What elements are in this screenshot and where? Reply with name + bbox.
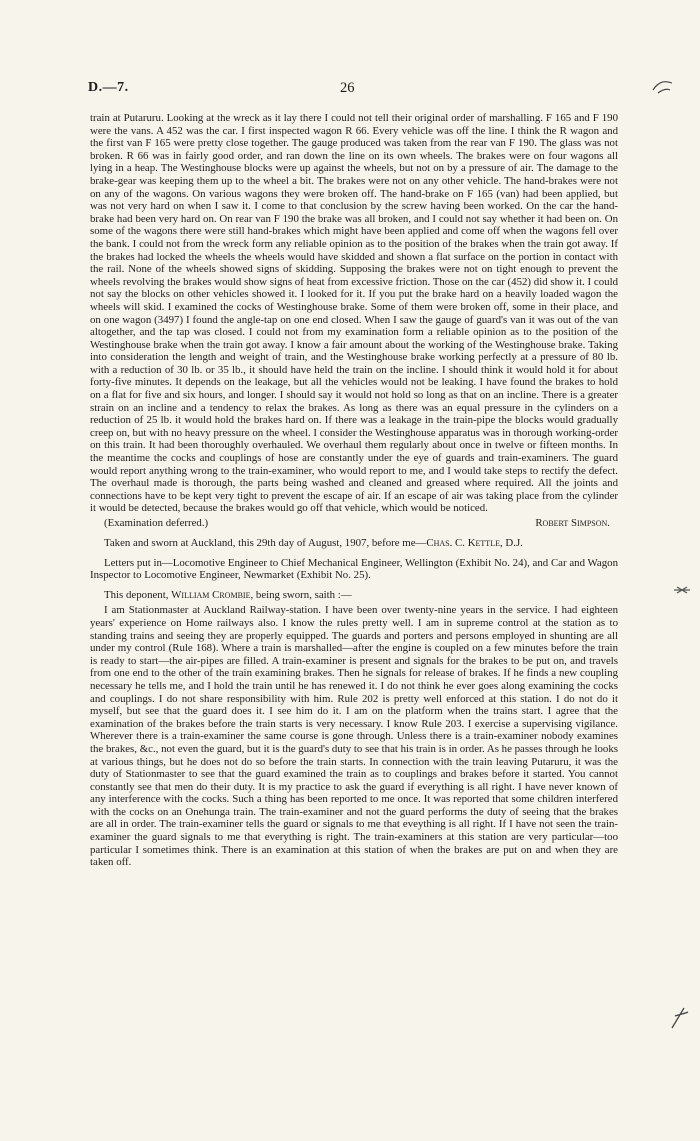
margin-pencil-mark <box>650 78 676 96</box>
page-number: 26 <box>340 80 355 96</box>
sworn-text: Taken and sworn at Auckland, this 29th day of August, 1907, before me— <box>104 537 427 549</box>
sworn-statement <box>90 537 618 550</box>
margin-ink-mark <box>672 584 692 596</box>
letters-put-in: Letters put in—Locomotive Engineer to Chief Mechanical Engineer, Wellington (Exhibit No. 24), and Car and Wagon Inspector to Locomotive Engineer, Newmarket (Exhibit No. 25). <box>90 556 618 582</box>
deponent-text: This deponent, <box>104 588 172 601</box>
deponent-saith: , being sworn, saith :— <box>250 588 352 601</box>
deponent-intro <box>90 589 618 602</box>
deponent-name: William Crombie <box>171 588 251 601</box>
margin-pencil-mark-bottom <box>668 1002 690 1032</box>
magistrate-name: Chas. C. Kettle, <box>426 537 503 549</box>
document-reference: D.—7. <box>88 80 129 95</box>
signoff-line <box>90 517 618 530</box>
testimony-paragraph-crombie: I am Stationmaster at Auckland Railway-station. I have been over twenty-nine years in the service. I had eighteen years' experience on Home railways also. I know the rules pretty well. I am in supreme control at the station as to standing trains and seeing they are properly equipped. The guards and porters and persons employed in shunting are all under my control (Rule 168). Where a train is marshalled—after the engine is coupled on a few minutes before the train is ready to start—the air-pipes are filled. A train-examiner is present and signals for the brakes to be put on, and travels from one end to the other of the train examining brakes. Then he signals for release of brakes. If he finds a new coupling necessary he tells me, and I hold the train until he has renewed it. I do not think he ever goes along examining the cocks and couplings. I do not share responsibility with him. Rule 202 is pretty well enforced at this station. I do not do it myself, but see that the guard does it. I see him do it. I am on the platform when the trains start. I agree that the examination of the brakes before the train starts is very necessary. I know Rule 203. I exercise a supervising vigilance. Wherever there is a train-examiner the same course is gone through. Unless there is a train-examiner nobody examines the brakes, &c., not even the guard, but it is the guard's duty to see that his train is in order. As he passes through he looks at various things, but he does not do so before the train starts. In connection with the train leaving Putaruru, it was the duty of Stationmaster to see that the guard examined the train as to couplings and brakes before it started. You cannot constantly see that men do their duty. It is my practice to ask the guard if everything is all right. I have never known of any interference with the cocks. Such a thing has been reported to me once. It was reported that some children interfered with the cocks on an Onehunga train. The train-examiner and not the guard performs the duty of seeing that the brakes are all in order. The train-examiner tells the guard or signals to me that eveything is all right. If I have not seen the train-examiner the guard signals to me that everything is right. The train-examiners at this station are very particular—too particular I sometimes think. There is an examination at this station of when the brakes are put on and when they are taken off. <box>90 604 618 869</box>
examination-deferred-note: (Examination deferred.) <box>104 517 209 529</box>
testimony-paragraph-simpson: train at Putaruru. Looking at the wreck as it lay there I could not tell their original order of marshalling. F 165 and F 190 were the vans. A 452 was the car. I first inspected wagon R 66. Every vehicle was off the line. I think the R wagon and the first van F 165 were pretty close together. The gauge produced was taken from the rear van F 190. The glass was not broken. R 66 was in fairly good order, and ran down the line on its own wheels. The brakes were on four wagons all lying in a heap. The Westinghouse blocks were up against the wheels, but not on by a pressure of air. The damage to the brake-gear was keeping them up to the wheel a bit. The brakes were not on any other vehicle. The hand-brakes were not on any of the wagons. On various wagons they were broken off. The hand-brake on F 165 (van) had been applied, but was not very hard on when I saw it. I come to that conclusion by the screw having been worked. On the car the hand-brake had been very hard on. On rear van F 190 the brake was all broken, and I could not say whether it had been on. On some of the wagons there were still hand-brakes which might have been applied and come off when the wagons fell over the bank. I could not from the wreck form any reliable opinion as to the position of the brakes when the train got away. If the brakes had locked the wheels the wheels would have skidded and shown a flat surface on the portion in contact with the rail. None of the wheels showed signs of skidding. Supposing the brakes were not on tight enough to prevent the wheels revolving the brakes would show signs of heat from excessive friction. Those on the car (452) did show it. I could not say the blocks on other vehicles showed it. I looked for it. If you put the brake hard on a heavily loaded wagon the wheels will skid. I examined the cocks of Westinghouse brake. Some of them were broken off, some in their place, and on one wagon (3497) I found the angle-tap on one end closed. When I saw the gauge of guard's van it was out of the van altogether, and the tap was closed. I could not from my examination form a reliable opinion as to the position of the Westinghouse brake when the train got away. I know a fair amount about the working of the Westinghouse brake. Taking into consideration the length and weight of train, and the Westinghouse brake working perfectly at a pressure of 80 lb. with a reduction of 30 lb. or 35 lb., it should have held the train on the incline. I should think it would hold it for about forty-five minutes. It depends on the leakage, but all the vehicles would not be leaking. I have found the brakes to hold on a flat for five and six hours, and longer. I should say it would not hold so long as that on an incline. There is a greater strain on an incline and a tendency to relax the brakes. As long as there was an equal pressure in the cylinders on a reduction of 25 lb. it would hold the brakes hard on. If there was a leakage in the train-pipe the blocks would gradually creep on, but with no heavy pressure on the wheel. I consider the Westinghouse apparatus was in thorough working-order on this train. It had been thoroughly overhauled. We overhaul them regularly about once in twelve or fifteen months. In the meantime the cocks and couplings of hose are constantly under the eye of guards and train-examiners. The guard would report anything wrong to the train-examiner, who would report to me, and I would take steps to rectify the defect. The overhaul made is thorough, the parts being washed and cleaned and greased where required. All the joints and connections have to be kept very tight to prevent the escape of air. If an escape of air was taking place from the cylinder it would be detected, because the brakes would go off that vehicle, which would be noticed. <box>90 112 618 515</box>
page-header <box>0 80 700 100</box>
document-body <box>90 112 618 869</box>
magistrate-title: D.J. <box>502 537 523 549</box>
witness-signature: Robert Simpson. <box>535 517 610 529</box>
